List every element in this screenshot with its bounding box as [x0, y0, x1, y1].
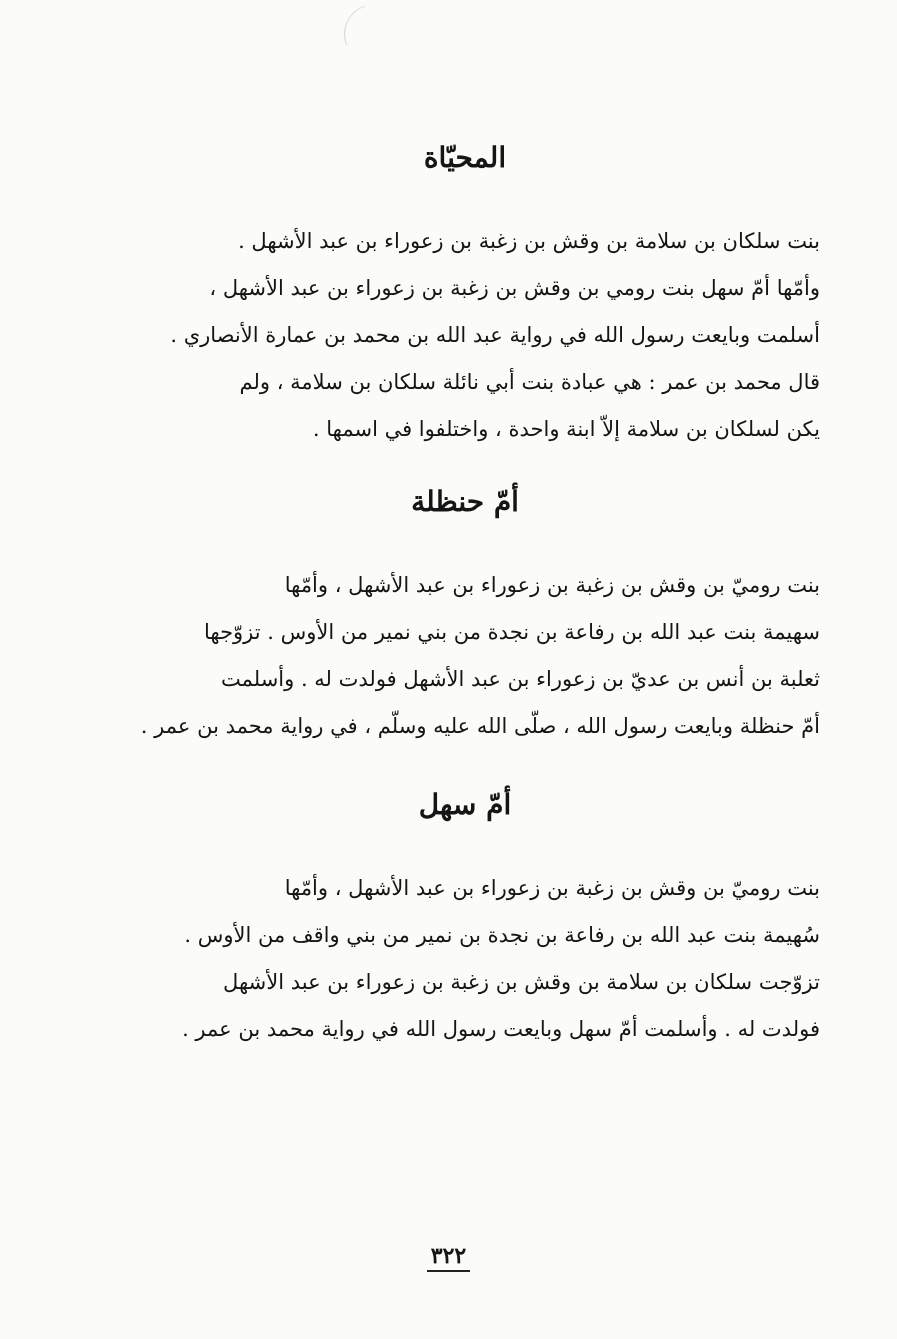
text-line: سُهيمة بنت عبد الله بن رفاعة بن نجدة بن نمير من بني واقف من الأوس .	[184, 923, 820, 947]
entry-paragraph	[110, 562, 820, 750]
entry-paragraph	[110, 218, 820, 359]
text-line: أمّ حنظلة وبايعت رسول الله ، صلّى الله عليه وسلّم ، في رواية محمد بن عمر .	[140, 714, 820, 738]
scan-smudge	[336, 6, 376, 46]
entry-paragraph	[110, 865, 820, 1053]
text-line: تزوّجت سلكان بن سلامة بن وقش بن زغبة بن زعوراء بن عبد الأشهل	[223, 970, 820, 994]
entry-paragraph	[110, 359, 820, 453]
text-line: بنت روميّ بن وقش بن زغبة بن زعوراء بن عبد الأشهل ، وأمّها	[284, 876, 820, 900]
entry-heading: أمّ سهل	[418, 788, 512, 821]
text-line: سهيمة بنت عبد الله بن رفاعة بن نجدة من بني نمير من الأوس . تزوّجها	[203, 620, 820, 644]
entry-heading: أمّ حنظلة	[411, 485, 519, 518]
page-number-text: ٣٢٢	[427, 1243, 470, 1272]
entry-almuhayyat	[110, 138, 820, 453]
page-number	[0, 1243, 897, 1269]
text-line: يكن لسلكان بن سلامة إلاّ ابنة واحدة ، واختلفوا في اسمها .	[312, 417, 820, 441]
entry-umm-hanzala	[110, 482, 820, 750]
text-line: فولدت له . وأسلمت أمّ سهل وبايعت رسول الله في رواية محمد بن عمر .	[182, 1017, 820, 1041]
entry-heading: المحيّاة	[423, 141, 507, 174]
text-line: أسلمت وبايعت رسول الله في رواية عبد الله بن محمد بن عمارة الأنصاري .	[170, 323, 820, 347]
text-line: ثعلبة بن أنس بن عديّ بن زعوراء بن عبد الأشهل فولدت له . وأسلمت	[220, 667, 820, 691]
text-line: وأمّها أمّ سهل بنت رومي بن وقش بن زغبة بن زعوراء بن عبد الأشهل ،	[209, 276, 820, 300]
text-line: قال محمد بن عمر : هي عبادة بنت أبي نائلة سلكان بن سلامة ، ولم	[239, 370, 820, 394]
entry-umm-sahl	[110, 785, 820, 1053]
text-line: بنت سلكان بن سلامة بن وقش بن زغبة بن زعوراء بن عبد الأشهل .	[238, 229, 820, 253]
text-line: بنت روميّ بن وقش بن زغبة بن زعوراء بن عبد الأشهل ، وأمّها	[284, 573, 820, 597]
